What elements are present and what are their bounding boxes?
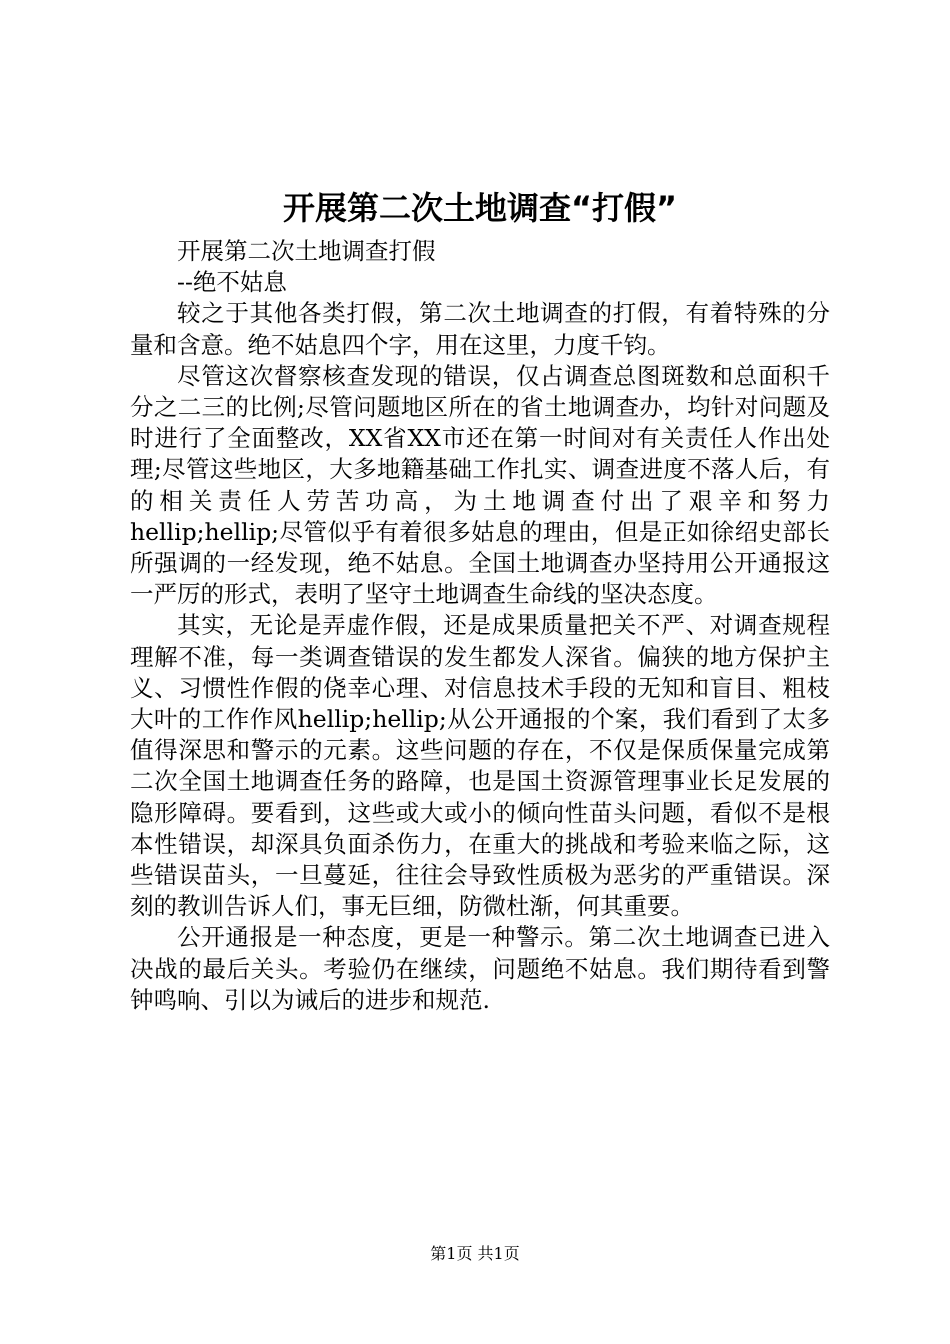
- document-title: 开展第二次土地调查“打假”: [282, 189, 678, 227]
- subtitle-paragraph: 开展第二次土地调查打假: [177, 237, 436, 265]
- body-paragraph-2: 尽管这次督察核查发现的错误，仅占调查总图斑数和总面积千分之二三的比例;尽管问题地区所在的省土地调查办，均针对问题及时进行了全面整改，XX省XX市还在第一时间对有关责任人作出处理;尽管这些地区，大多地籍基础工作扎实、调查进度不落人后，有的相关责任人劳苦功高，为土地调查付出了艰辛和努力hellip;hellip;尽管似乎有着很多姑息的理由，但是正如徐绍史部长所强调的一经发现，绝不姑息。全国土地调查办坚持用公开通报这一严厉的形式，表明了坚守土地调查生命线的坚决态度。: [130, 361, 830, 609]
- body-paragraph-4: 公开通报是一种态度，更是一种警示。第二次土地调查已进入决战的最后关头。考验仍在继续，问题绝不姑息。我们期待看到警钟鸣响、引以为诫后的进步和规范.: [130, 923, 830, 1014]
- tagline-paragraph: --绝不姑息: [177, 268, 287, 297]
- body-paragraph-3: 其实，无论是弄虚作假，还是成果质量把关不严、对调查规程理解不准，每一类调查错误的发生都发人深省。偏狭的地方保护主义、习惯性作假的侥幸心理、对信息技术手段的无知和盲目、粗枝大叶的工作作风hellip;hellip;从公开通报的个案，我们看到了太多值得深思和警示的元素。这些问题的存在，不仅是保质保量完成第二次全国土地调查任务的路障，也是国土资源管理事业长足发展的隐形障碍。要看到，这些或大或小的倾向性苗头问题，看似不是根本性错误，却深具负面杀伤力，在重大的挑战和考验来临之际，这些错误苗头，一旦蔓延，往往会导致性质极为恶劣的严重错误。深刻的教训告诉人们，事无巨细，防微杜渐，何其重要。: [130, 611, 830, 921]
- page-footer: 第1页 共1页: [430, 1244, 520, 1263]
- document-body: [130, 236, 830, 1016]
- body-paragraph-1: 较之于其他各类打假，第二次土地调查的打假，有着特殊的分量和含意。绝不姑息四个字，用在这里，力度千钧。: [130, 299, 830, 359]
